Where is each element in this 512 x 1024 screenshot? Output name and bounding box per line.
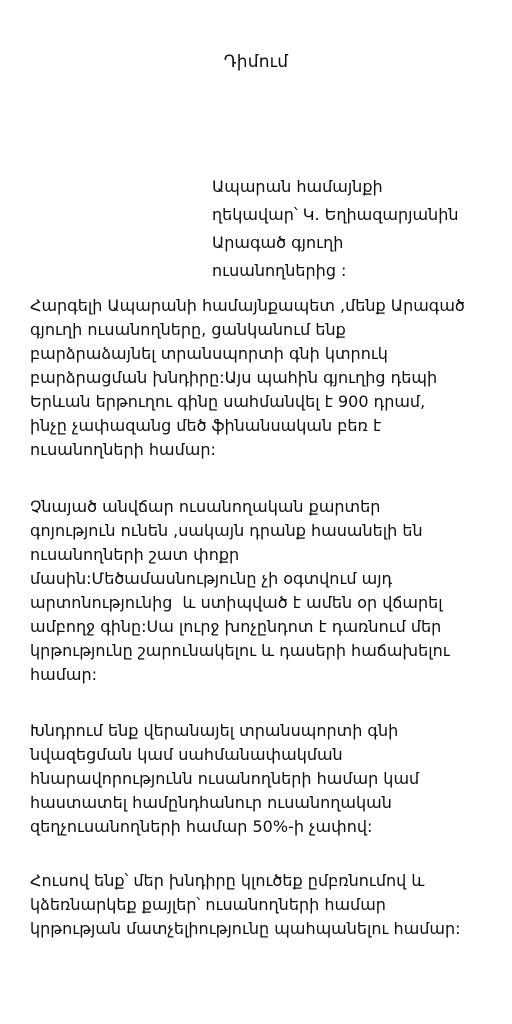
address-line: ղեկավար՝ Կ. Եղիազարյանին	[212, 205, 459, 224]
text-line: ամբողջ գինը:Սա լուրջ խոչընդոտ է դառնում մեր	[30, 617, 442, 636]
text-line: գոյություն ունեն ,սակայն դրանք հասանելի են	[30, 521, 423, 540]
text-line: ինչը չափազանց մեծ ֆինանսական բեռ է	[30, 416, 382, 435]
text-line: նվազեցման կամ սահմանափակման	[30, 745, 343, 764]
address-block	[212, 173, 502, 285]
text-line: համար:	[30, 665, 97, 684]
text-line: կձեռնարկեք քայլեր՝ ուսանողների համար	[30, 895, 386, 914]
text-line: գյուղի ուսանողները, ցանկանում ենք	[30, 320, 346, 339]
text-line: Խնդրում ենք վերանայել տրանսպորտի գնի	[30, 721, 399, 740]
text-line: հաստատել համընդհանուր ուսանողական	[30, 793, 392, 812]
paragraph-request-intro	[30, 294, 500, 462]
address-line: ուսանողներից :	[212, 261, 347, 280]
text-line: զեղչուսանողների համար 50%-ի չափով:	[30, 817, 373, 836]
text-line: Հարգելի Ապարանի համայնքապետ ,մենք Արագած	[30, 296, 465, 315]
text-line: հնարավորությունն ուսանողների համար կամ	[30, 769, 420, 788]
text-line: բարձրաձայնել տրանսպորտի գնի կտրուկ	[30, 344, 388, 363]
text-line: Երևան երթուղու գինը սահմանվել է 900 դրամ,	[30, 392, 426, 411]
text-line: կրթության մատչելիությունը պահպանելու համար:	[30, 919, 461, 938]
text-line: բարձրացման խնդիրը:Այս պահին գյուղից դեպի	[30, 368, 438, 387]
address-line: Ապարան համայնքի	[212, 177, 383, 196]
text-line: Հուսով ենք՝ մեր խնդիրը կլուծեք ըմբռնումով և	[30, 871, 425, 890]
text-line: Չնայած անվճար ուսանողական քարտեր	[30, 497, 381, 516]
text-line: ուսանողների համար:	[30, 440, 216, 459]
paragraph-student-cards	[30, 495, 500, 687]
document-title: Դիմում	[223, 52, 289, 72]
paragraph-closing	[30, 869, 500, 941]
text-line: արտոնությունից և ստիպված է ամեն օր վճարել	[30, 593, 443, 612]
paragraph-request	[30, 719, 500, 839]
text-line: մասին:Մեծամասնությունը չի օգտվում այդ	[30, 569, 393, 588]
text-line: ուսանողների շատ փոքր	[30, 545, 240, 564]
text-line: կրթությունը շարունակելու և դասերի հաճախելու	[30, 641, 450, 660]
address-line: Արագած գյուղի	[212, 233, 344, 252]
